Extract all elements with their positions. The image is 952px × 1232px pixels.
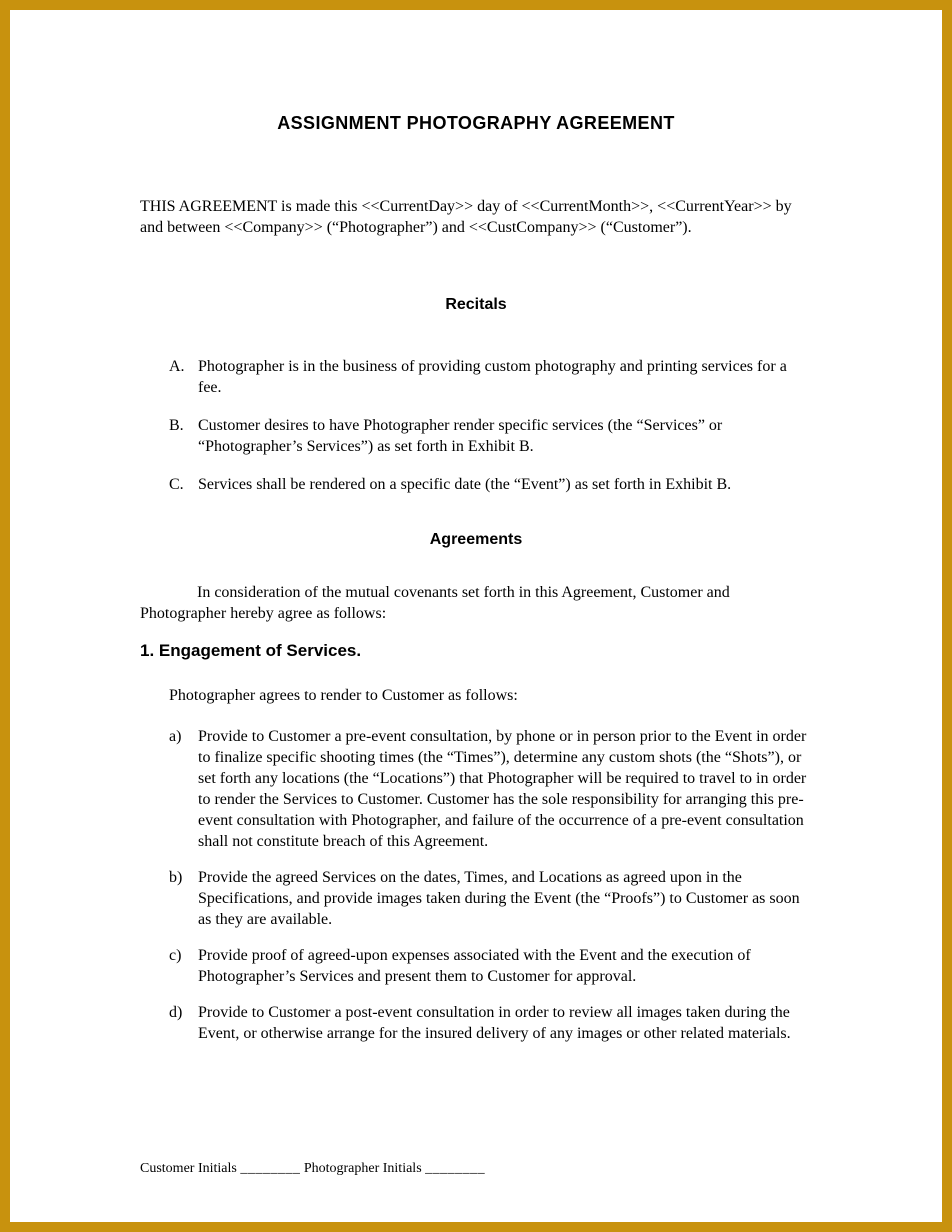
service-item [169, 867, 821, 930]
service-item [169, 1002, 821, 1044]
recitals-heading: Recitals [445, 296, 507, 313]
photographer-initials-label: Photographer Initials [303, 1161, 422, 1176]
agreements-intro: In consideration of the mutual covenants set forth in this Agreement, Customer and Photographer hereby agree as follows: [140, 584, 730, 622]
service-item [169, 945, 821, 987]
section-1-heading: 1. Engagement of Services. [140, 641, 362, 660]
recital-text: Customer desires to have Photographer render specific services (the “Services” or “Photographer’s Services”) as set forth in Exhibit B. [198, 417, 723, 455]
recital-item [169, 356, 821, 398]
recital-label: A. [169, 358, 185, 375]
service-item-label: d) [169, 1004, 183, 1021]
service-item-text: Provide to Customer a pre-event consultation, by phone or in person prior to the Event in order to finalize specific shooting times (the “Times”), determine any custom shots (the “Shots”), or set forth any locations (the “Locations”) that Photographer will be required to travel to in order to render the Services to Customer. Customer has the sole responsibility for arranging this pre-event consultation with Photographer, and failure of the occurrence of a pre-event consultation shall not constitute breach of this Agreement. [198, 728, 807, 850]
doc-title: ASSIGNMENT PHOTOGRAPHY AGREEMENT [277, 113, 675, 133]
recitals-list [169, 356, 821, 495]
recital-label: B. [169, 417, 184, 434]
recital-item [169, 474, 821, 495]
customer-initials-label: Customer Initials [140, 1161, 237, 1176]
service-item-text: Provide to Customer a post-event consultation in order to review all images taken during the Event, or otherwise arrange for the insured delivery of any images or other related materials. [198, 1004, 791, 1042]
recital-item [169, 415, 821, 457]
service-item [169, 726, 821, 852]
service-item-label: c) [169, 947, 182, 964]
recital-text: Photographer is in the business of providing custom photography and printing services for a fee. [198, 358, 787, 396]
intro-paragraph: THIS AGREEMENT is made this <<CurrentDay>> day of <<CurrentMonth>>, <<CurrentYear>> by and between <<Company>> (“Photographer”) and <<CustCompany>> (“Customer”). [140, 198, 792, 236]
section-1-lead: Photographer agrees to render to Customer as follows: [169, 687, 518, 704]
service-item-text: Provide proof of agreed-upon expenses associated with the Event and the execution of Photographer’s Services and present them to Customer for approval. [198, 947, 751, 985]
service-item-label: a) [169, 728, 182, 745]
customer-initials-blank: ________ [240, 1161, 301, 1176]
service-item-label: b) [169, 869, 183, 886]
recital-text: Services shall be rendered on a specific date (the “Event”) as set forth in Exhibit B. [198, 476, 732, 493]
photographer-initials-blank: ________ [425, 1161, 486, 1176]
service-list [169, 726, 821, 1044]
agreements-heading: Agreements [429, 531, 523, 548]
footer-initials [140, 1160, 485, 1178]
service-item-text: Provide the agreed Services on the dates, Times, and Locations as agreed upon in the Specifications, and provide images taken during the Event (the “Proofs”) to Customer as soon as they are available. [198, 869, 800, 928]
recital-label: C. [169, 476, 184, 493]
